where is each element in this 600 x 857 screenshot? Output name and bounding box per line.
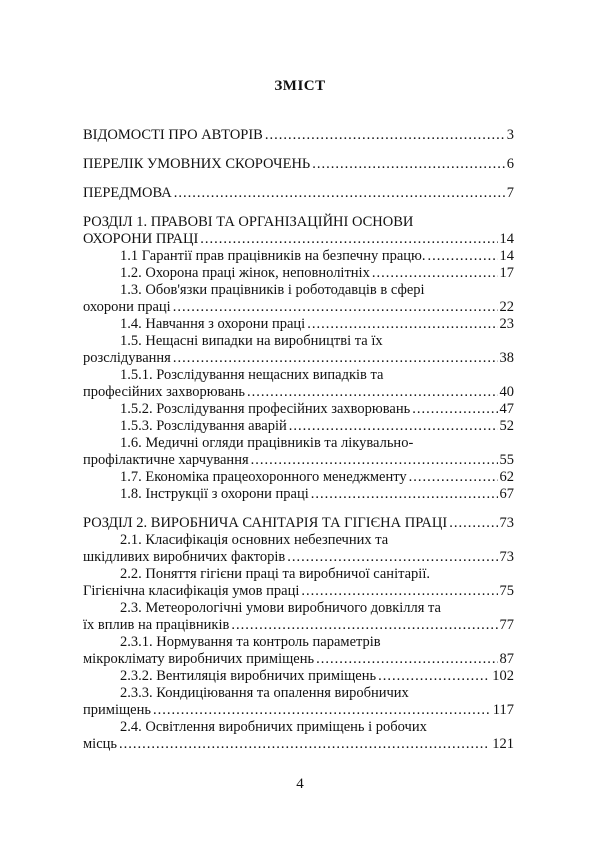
toc-entry-text: професійних захворювань bbox=[83, 384, 246, 400]
toc-page-number: 55 bbox=[499, 452, 514, 468]
table-of-contents bbox=[83, 127, 514, 753]
dot-leader bbox=[311, 486, 498, 503]
toc-entry-text: ПЕРЕДМОВА bbox=[83, 185, 172, 201]
dot-leader bbox=[231, 617, 497, 634]
toc-section-entry bbox=[83, 214, 514, 248]
toc-subsection-entry bbox=[83, 486, 514, 503]
toc-entry-text: 2.3.3. Кондиціювання та опалення виробничих bbox=[120, 685, 409, 701]
toc-entry-text: РОЗДІЛ 2. ВИРОБНИЧА САНІТАРІЯ ТА ГІГІЄНА ПРАЦІ bbox=[83, 515, 448, 531]
toc-page-number: 14 bbox=[499, 248, 514, 264]
dot-leader bbox=[312, 156, 505, 173]
toc-subsection-entry bbox=[83, 600, 514, 634]
toc-page-number: 52 bbox=[499, 418, 514, 434]
toc-page-number: 73 bbox=[499, 515, 514, 531]
toc-entry-text: 2.3. Метеорологічні умови виробничого довкілля та bbox=[120, 600, 441, 616]
toc-entry-text: 2.3.2. Вентиляція виробничих приміщень bbox=[120, 668, 377, 684]
toc-entry-text: 2.1. Класифікація основних небезпечних та bbox=[120, 532, 389, 548]
dot-leader bbox=[174, 185, 505, 202]
toc-subsection-entry bbox=[83, 265, 514, 282]
toc-entry-text: 2.4. Освітлення виробничих приміщень і робочих bbox=[120, 719, 427, 735]
dot-leader bbox=[301, 583, 497, 600]
dot-leader bbox=[119, 736, 490, 753]
toc-entry-text: ОХОРОНИ ПРАЦІ bbox=[83, 231, 199, 247]
toc-page-number: 7 bbox=[506, 185, 514, 201]
dot-leader bbox=[153, 702, 491, 719]
toc-subsection-entry bbox=[83, 685, 514, 719]
toc-subsection-entry bbox=[83, 333, 514, 367]
toc-entry-text: 1.6. Медичні огляди працівників та лікувально- bbox=[120, 435, 414, 451]
toc-page-number: 6 bbox=[506, 156, 514, 172]
dot-leader bbox=[265, 127, 505, 144]
toc-entry-text: місць bbox=[83, 736, 118, 752]
toc-page-number: 87 bbox=[499, 651, 514, 667]
toc-page-number: 38 bbox=[499, 350, 514, 366]
dot-leader bbox=[412, 401, 497, 418]
toc-subsection-entry bbox=[83, 282, 514, 316]
toc-page-number: 22 bbox=[499, 299, 514, 315]
toc-subsection-entry bbox=[83, 532, 514, 566]
dot-leader bbox=[449, 515, 497, 532]
toc-entry-text: ПЕРЕЛІК УМОВНИХ СКОРОЧЕНЬ bbox=[83, 156, 311, 172]
toc-entry-text: розслідування bbox=[83, 350, 171, 366]
toc-entry-text: РОЗДІЛ 1. ПРАВОВІ ТА ОРГАНІЗАЦІЙНІ ОСНОВИ bbox=[83, 214, 414, 230]
toc-page-number: 117 bbox=[492, 702, 514, 718]
toc-entry-text: ВІДОМОСТІ ПРО АВТОРІВ bbox=[83, 127, 263, 143]
toc-entry-text: 1.7. Економіка працеохоронного менеджменту bbox=[120, 469, 407, 485]
toc-entry-text: 1.1 Гарантії прав працівників на безпечну працю. bbox=[120, 248, 426, 264]
toc-page-number: 3 bbox=[506, 127, 514, 143]
dot-leader bbox=[173, 350, 498, 367]
toc-entry-text: 1.5.3. Розслідування аварій bbox=[120, 418, 287, 434]
toc-page-number: 67 bbox=[499, 486, 514, 502]
toc-page-number: 14 bbox=[499, 231, 514, 247]
dot-leader bbox=[289, 418, 498, 435]
toc-page-number: 17 bbox=[499, 265, 514, 281]
toc-section-entry bbox=[83, 185, 514, 202]
toc-page-number: 40 bbox=[499, 384, 514, 400]
toc-entry-text: 1.5. Нещасні випадки на виробництві та їх bbox=[120, 333, 383, 349]
toc-entry-text: 1.2. Охорона праці жінок, неповнолітніх bbox=[120, 265, 370, 281]
toc-subsection-entry bbox=[83, 316, 514, 333]
toc-page-number: 75 bbox=[499, 583, 514, 599]
dot-leader bbox=[251, 452, 498, 469]
dot-leader bbox=[428, 248, 498, 265]
toc-page-number: 62 bbox=[499, 469, 514, 485]
toc-entry-text: приміщень bbox=[83, 702, 151, 718]
toc-subsection-entry bbox=[83, 634, 514, 668]
dot-leader bbox=[200, 231, 497, 248]
dot-leader bbox=[287, 549, 497, 566]
toc-section-entry bbox=[83, 515, 514, 532]
page-number: 4 bbox=[296, 776, 304, 792]
toc-subsection-entry bbox=[83, 668, 514, 685]
toc-entry-text: 1.8. Інструкції з охорони праці bbox=[120, 486, 309, 502]
dot-leader bbox=[307, 316, 497, 333]
toc-subsection-entry bbox=[83, 248, 514, 265]
page-title: ЗМІСТ bbox=[274, 78, 326, 94]
dot-leader bbox=[316, 651, 497, 668]
toc-entry-text: 2.2. Поняття гігієни праці та виробничої санітарії. bbox=[120, 566, 430, 582]
toc-subsection-entry bbox=[83, 367, 514, 401]
toc-entry-text: їх вплив на працівників bbox=[83, 617, 230, 633]
toc-subsection-entry bbox=[83, 566, 514, 600]
toc-subsection-entry bbox=[83, 435, 514, 469]
toc-page-number: 121 bbox=[492, 736, 514, 752]
toc-page-number: 73 bbox=[499, 549, 514, 565]
toc-subsection-entry bbox=[83, 401, 514, 418]
toc-entry-text: 1.5.2. Розслідування професійних захворювань bbox=[120, 401, 411, 417]
toc-page-number: 47 bbox=[499, 401, 514, 417]
toc-entry-text: охорони праці bbox=[83, 299, 171, 315]
toc-entry-text: шкідливих виробничих факторів bbox=[83, 549, 286, 565]
dot-leader bbox=[409, 469, 498, 486]
toc-page-number: 23 bbox=[499, 316, 514, 332]
toc-subsection-entry bbox=[83, 469, 514, 486]
toc-page-number: 77 bbox=[499, 617, 514, 633]
toc-section-entry bbox=[83, 127, 514, 144]
dot-leader bbox=[173, 299, 498, 316]
dot-leader bbox=[247, 384, 497, 401]
dot-leader bbox=[372, 265, 498, 282]
toc-section-entry bbox=[83, 156, 514, 173]
toc-entry-text: профілактичне харчування bbox=[83, 452, 249, 468]
toc-entry-text: 1.3. Обов'язки працівників і роботодавців в сфері bbox=[120, 282, 425, 298]
toc-entry-text: мікроклімату виробничих приміщень bbox=[83, 651, 315, 667]
toc-entry-text: Гігієнічна класифікація умов праці bbox=[83, 583, 300, 599]
toc-entry-text: 2.3.1. Нормування та контроль параметрів bbox=[120, 634, 381, 650]
toc-entry-text: 1.4. Навчання з охорони праці bbox=[120, 316, 306, 332]
toc-subsection-entry bbox=[83, 719, 514, 753]
toc-page-number: 102 bbox=[492, 668, 514, 684]
toc-entry-text: 1.5.1. Розслідування нещасних випадків та bbox=[120, 367, 384, 383]
dot-leader bbox=[378, 668, 490, 685]
toc-subsection-entry bbox=[83, 418, 514, 435]
